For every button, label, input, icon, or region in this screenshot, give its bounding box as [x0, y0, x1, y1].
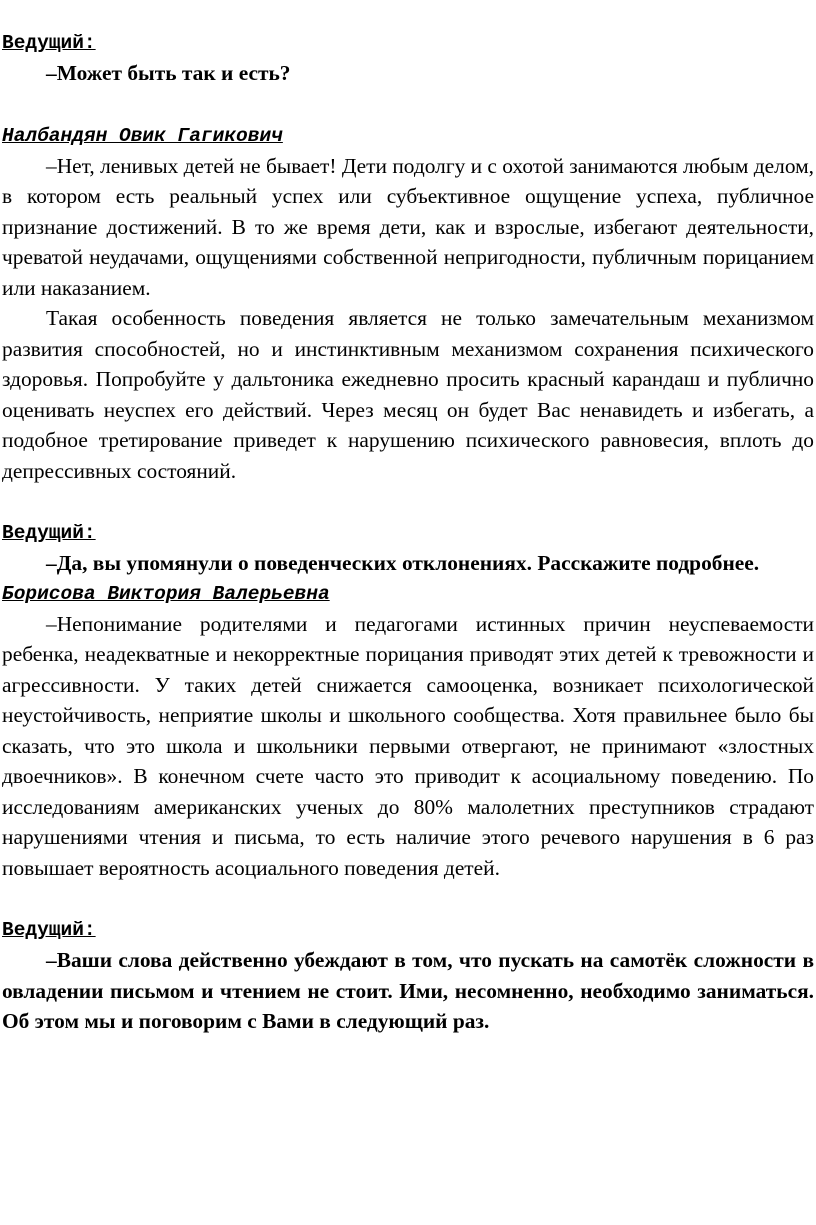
host-label-1: Ведущий: [2, 32, 96, 54]
answer-paragraph-3: –Непонимание родителями и педагогами истинных причин неуспеваемости ребенка, неадекватные и некорректные порицания приводят этих детей к тревожности и агрессивности. У таких детей снижается самооценка, возникает психологической неустойчивость, неприятие школы и школьного сообщества. Хотя правильнее было бы сказать, что это школа и школьники первыми отвергают, не принимают «злостных двоечников». В конечном счете часто это приводит к асоциальному поведению. По исследованиям американских ученых до 80% малолетних преступников страдают нарушениями чтения и письма, то есть наличие этого речевого нарушения в 6 раз повышает вероятность асоциального поведения детей. [2, 611, 814, 880]
spacer [2, 883, 814, 915]
host-label-3: Ведущий: [2, 919, 96, 941]
answer-paragraph-1: –Нет, ленивых детей не бывает! Дети подолгу и с охотой занимаются любым делом, в котором есть реальный успех или субъективное ощущение успеха, публичное признание достижений. В то же время дети, как и взрослые, избегают деятельности, чреватой неудачами, ощущениями собственной непригодности, публичным порицанием или наказанием. [2, 153, 815, 300]
answer-paragraph-2: Такая особенность поведения является не только замечательным механизмом развития способностей, но и инстинктивным механизмом сохранения психического здоровья. Попробуйте у дальтоника ежедневно просить красный карандаш и публично оценивать неуспех его действий. Через месяц он будет Вас ненавидеть и избегать, а подобное третирование приведет к нарушению психического равновесия, вплоть до депрессивных состояний. [2, 306, 814, 483]
spacer [2, 89, 814, 121]
host-label-2: Ведущий: [2, 522, 96, 544]
host-question-3: –Ваши слова действенно убеждают в том, что пускать на самотёк сложности в овладении письмом и чтением не стоит. Ими, несомненно, необходимо заниматься. Об этом мы и поговорим с Вами в следующий раз. [2, 948, 814, 1033]
spacer [2, 486, 814, 518]
host-question-2: –Да, вы упомянули о поведенческих отклонениях. Расскажите подробнее. [46, 551, 760, 575]
speaker-name-2: Борисова Виктория Валерьевна [2, 582, 330, 605]
host-question-1: –Может быть так и есть? [46, 61, 291, 85]
speaker-name-1: Налбандян Овик Гагикович [2, 124, 283, 147]
